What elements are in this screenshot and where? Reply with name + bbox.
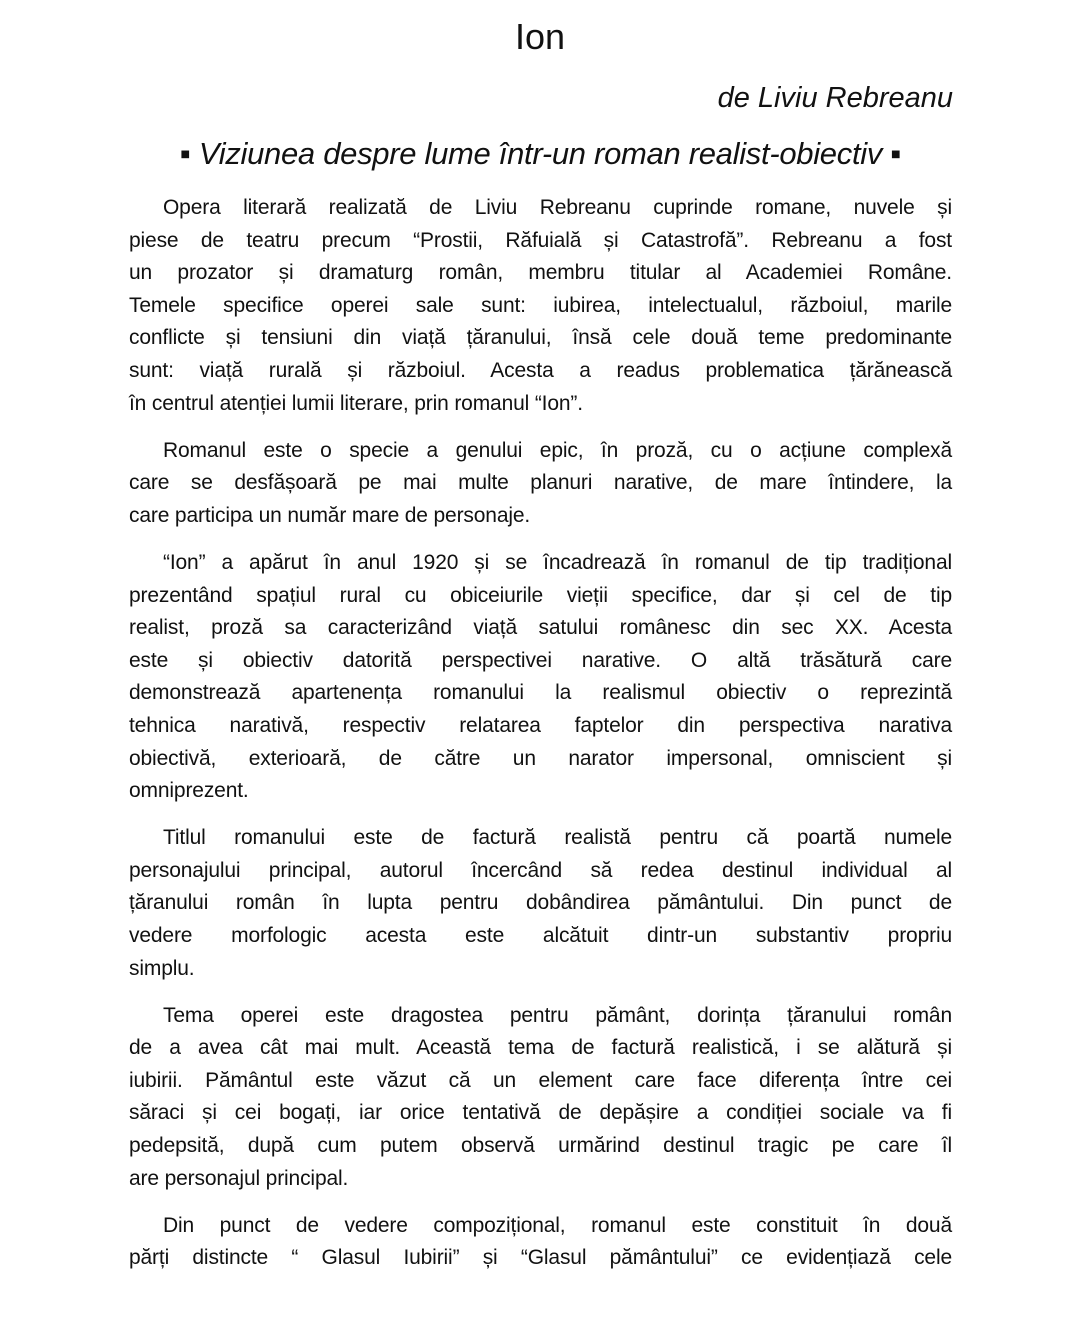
text-line: care se desfășoară pe mai multe planuri narative, de mare întindere, la	[129, 471, 952, 495]
text-line: în centrul atenției lumii literare, prin romanul “Ion”.	[129, 391, 583, 415]
text-line: iubirii. Pământul este văzut că un element care face diferența între cei	[129, 1068, 952, 1092]
text-line: care participa un număr mare de personaje.	[129, 503, 531, 527]
paragraph	[129, 1210, 952, 1275]
text-line: Titlul romanului este de factură realistă pentru că poartă numele	[163, 826, 952, 850]
text-line: sunt: viață rurală și războiul. Acesta a readus problematica țărănească	[129, 358, 952, 382]
text-line: părți distincte “ Glasul Iubirii” și “Glasul pământului” ce evidențiază cele	[129, 1246, 952, 1270]
paragraph	[129, 435, 952, 533]
paragraph	[129, 1000, 952, 1196]
paragraph	[129, 192, 952, 420]
text-line: piese de teatru precum “Prostii, Răfuială și Catastrofă”. Rebreanu a fost	[129, 228, 952, 252]
text-line: conflicte și tensiuni din viață țăranului, însă cele două teme predominante	[129, 326, 952, 350]
paragraph	[129, 822, 952, 985]
text-line: pedepsită, după cum putem observă urmărind destinul tragic pe care îl	[129, 1134, 952, 1158]
text-line: simplu.	[129, 956, 195, 980]
text-line: omniprezent.	[129, 779, 249, 803]
text-line: Din punct de vedere compozițional, romanul este constituit în două	[163, 1213, 952, 1237]
text-line: țăranului român în lupta pentru dobândirea pământului. Din punct de	[129, 891, 952, 915]
text-line: tehnica narativă, respectiv relatarea faptelor din perspectiva narativa	[129, 713, 952, 737]
text-line: un prozator și dramaturg român, membru titular al Academiei Române.	[129, 261, 952, 285]
text-line: este și obiectiv datorită perspectivei narative. O altă trăsătură care	[129, 648, 952, 672]
text-line: săraci și cei bogați, iar orice tentativă de depășire a condiției sociale va fi	[129, 1101, 952, 1125]
text-line: vedere morfologic acesta este alcătuit dintr-un substantiv propriu	[129, 923, 952, 947]
text-line: realist, proză sa caracterizând viață satului românesc din sec XX. Acesta	[129, 616, 952, 640]
text-line: prezentând spațiul rural cu obiceiurile vieții specifice, dar și cel de tip	[129, 583, 952, 607]
text-line: Tema operei este dragostea pentru pământ, dorința țăranului român	[163, 1003, 952, 1027]
paragraph	[129, 547, 952, 808]
text-line: personajului principal, autorul încercând să redea destinul individual al	[129, 858, 952, 882]
text-line: are personajul principal.	[129, 1166, 349, 1190]
document-subtitle: ▪ Viziunea despre lume într-un roman realist-obiectiv ▪	[179, 136, 902, 171]
document-body	[129, 192, 952, 1289]
author-line: de Liviu Rebreanu	[717, 82, 953, 114]
text-line: “Ion” a apărut în anul 1920 și se încadrează în romanul de tip tradițional	[163, 550, 952, 574]
text-line: obiectivă, exterioară, de către un narator impersonal, omniscient și	[129, 746, 952, 770]
text-line: Romanul este o specie a genului epic, în proză, cu o acțiune complexă	[163, 438, 952, 462]
text-line: de a avea cât mai mult. Această tema de factură realistică, i se alătură și	[129, 1036, 952, 1060]
text-line: demonstrează apartenența romanului la realismul obiectiv o reprezintă	[129, 681, 952, 705]
text-line: Temele specifice operei sale sunt: iubirea, intelectualul, războiul, marile	[129, 293, 952, 317]
text-line: Opera literară realizată de Liviu Rebreanu cuprinde romane, nuvele și	[163, 196, 952, 219]
document-title: Ion	[514, 16, 566, 57]
